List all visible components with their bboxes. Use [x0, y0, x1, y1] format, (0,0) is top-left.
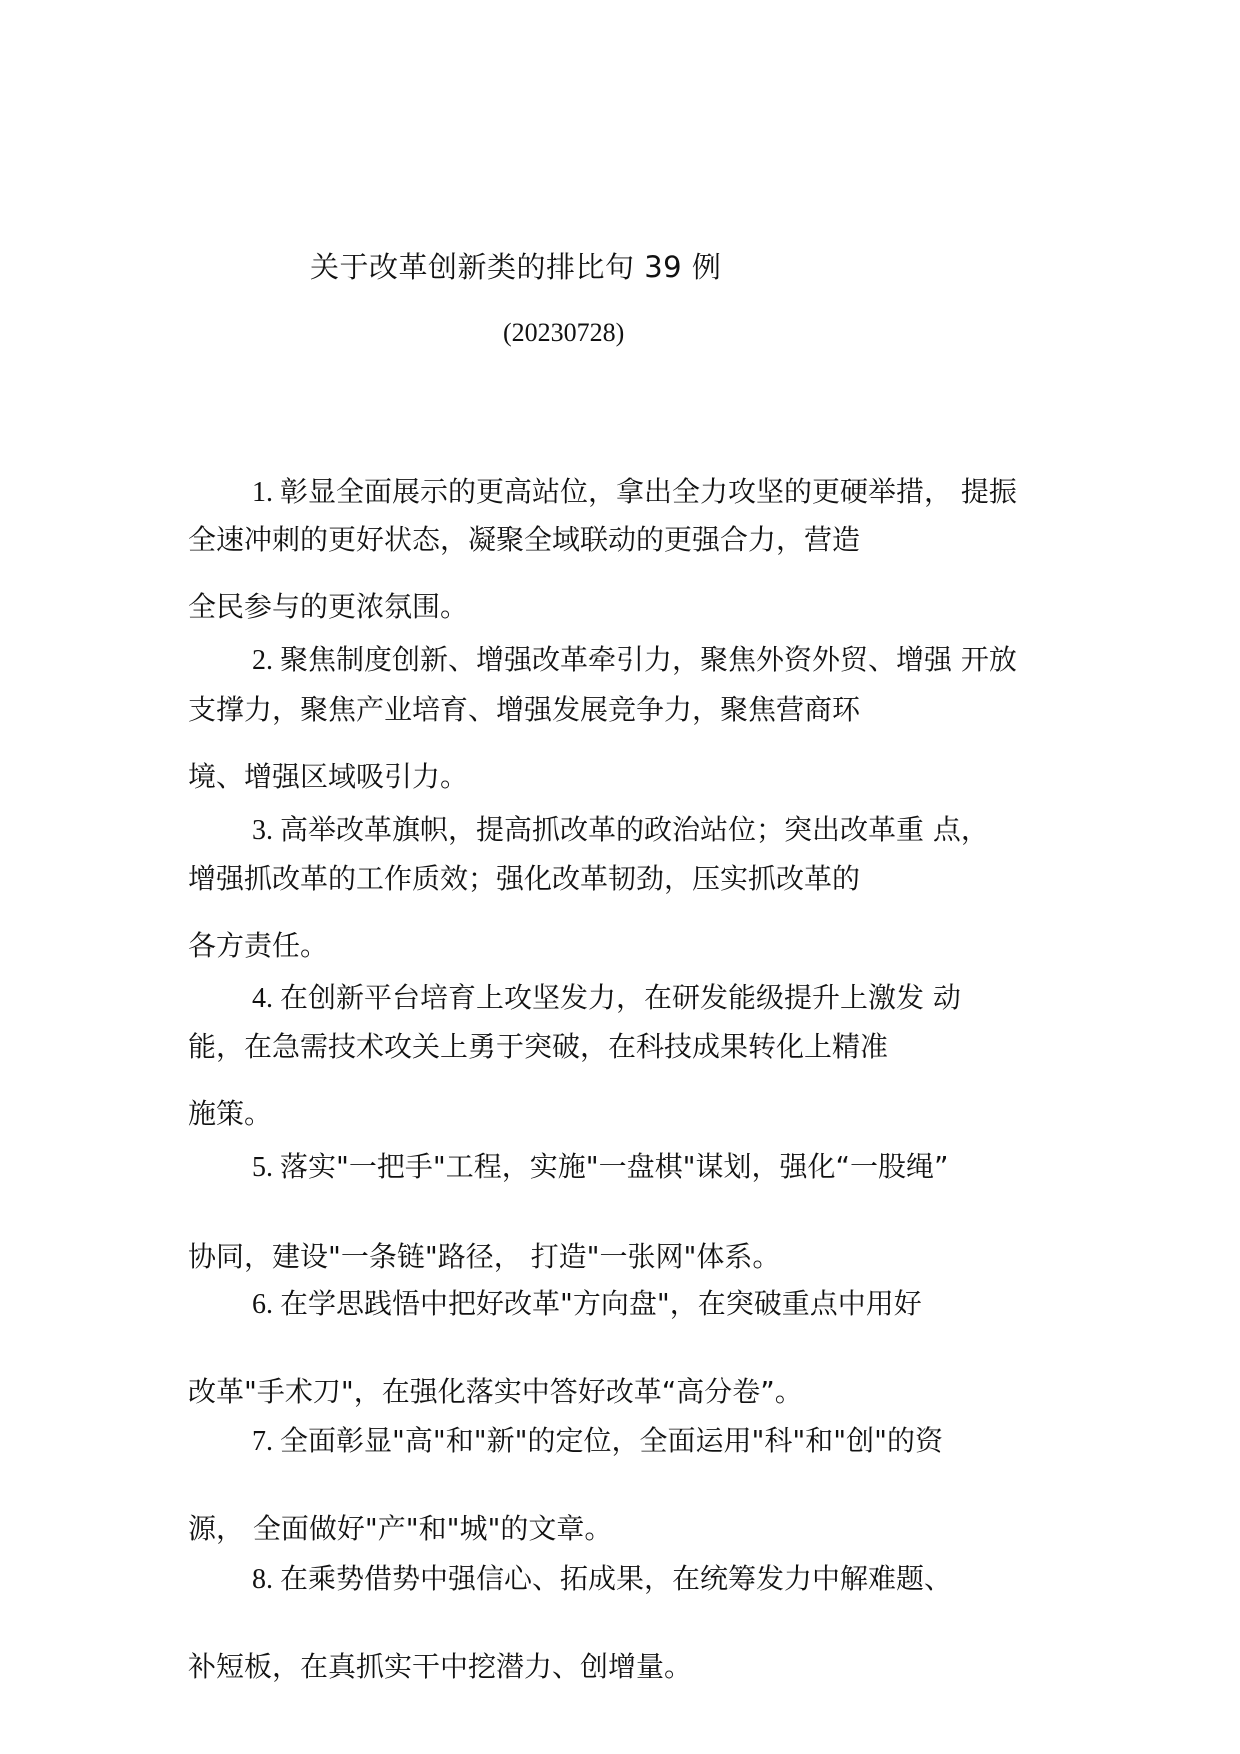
document-title: 关于改革创新类的排比句 39 例	[310, 250, 722, 284]
item-6-line-1	[252, 1287, 922, 1320]
item-6-line-2: 改革"手术刀"，在强化落实中答好改革“高分卷”。	[188, 1375, 803, 1408]
item-text: 在学思践悟中把好改革"方向盘"，在突破重点中用好	[280, 1287, 922, 1320]
item-number: 6.	[252, 1289, 280, 1320]
item-number: 2.	[252, 645, 280, 676]
item-4-line-3: 施策。	[188, 1097, 273, 1130]
item-8-line-1	[252, 1562, 953, 1595]
item-4-line-2: 能，在急需技术攻关上勇于突破，在科技成果转化上精准	[188, 1030, 889, 1063]
item-text: 彰显全面展示的更高站位，拿出全力攻坚的更硬举措， 提振	[280, 475, 1017, 508]
item-4-line-1	[252, 981, 961, 1014]
item-number: 5.	[252, 1152, 280, 1183]
item-3-line-3: 各方责任。	[188, 929, 329, 962]
item-number: 7.	[252, 1426, 280, 1457]
item-number: 8.	[252, 1564, 280, 1595]
item-text: 全面彰显"高"和"新"的定位，全面运用"科"和"创"的资	[280, 1424, 944, 1457]
item-text: 高举改革旗帜，提高抓改革的政治站位；突出改革重 点，	[280, 813, 989, 846]
item-3-line-1	[252, 813, 989, 846]
item-text: 在乘势借势中强信心、拓成果，在统筹发力中解难题、	[280, 1562, 953, 1595]
item-text: 在创新平台培育上攻坚发力，在研发能级提升上激发 动	[280, 981, 961, 1014]
item-2-line-2: 支撑力，聚焦产业培育、增强发展竞争力，聚焦营商环	[188, 693, 861, 726]
item-number: 1.	[252, 477, 280, 508]
document-date: (20230728)	[503, 318, 625, 347]
item-2-line-1	[252, 643, 1017, 676]
item-number: 3.	[252, 815, 280, 846]
item-1-line-3: 全民参与的更浓氛围。	[188, 590, 469, 623]
item-2-line-3: 境、增强区域吸引力。	[188, 760, 469, 793]
item-text: 聚焦制度创新、增强改革牵引力，聚焦外资外贸、增强 开放	[280, 643, 1017, 676]
item-5-line-2: 协同，建设"一条链"路径， 打造"一张网"体系。	[188, 1240, 781, 1273]
item-number: 4.	[252, 983, 280, 1014]
item-1-line-1	[252, 475, 1017, 508]
item-8-line-2: 补短板，在真抓实干中挖潜力、创增量。	[188, 1650, 693, 1683]
item-1-line-2: 全速冲刺的更好状态，凝聚全域联动的更强合力，营造	[188, 523, 861, 556]
item-7-line-2: 源， 全面做好"产"和"城"的文章。	[188, 1512, 613, 1545]
item-5-line-1	[252, 1150, 949, 1183]
item-7-line-1	[252, 1424, 944, 1457]
item-3-line-2: 增强抓改革的工作质效；强化改革韧劲，压实抓改革的	[188, 862, 861, 895]
item-text: 落实"一把手"工程，实施"一盘棋"谋划，强化“一股绳”	[280, 1150, 949, 1183]
